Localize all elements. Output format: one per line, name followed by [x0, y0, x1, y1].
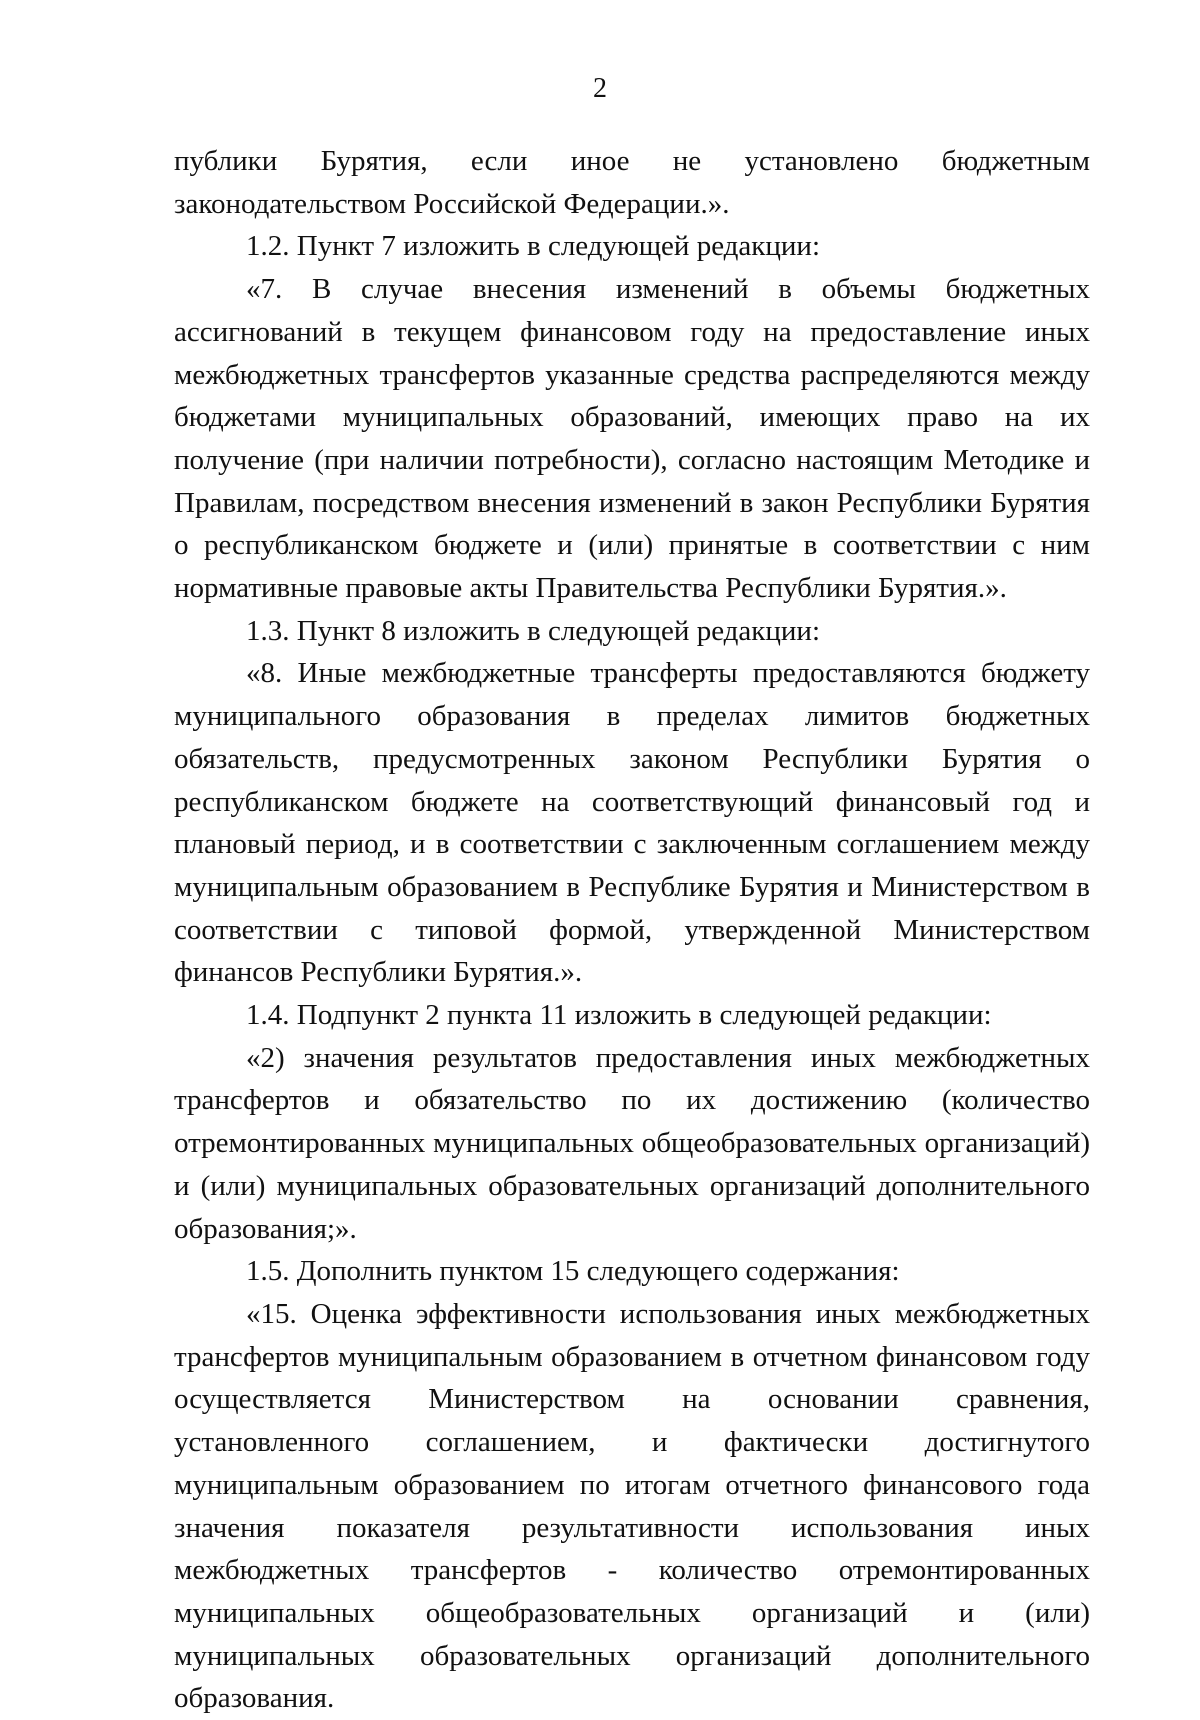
paragraph: 1.2. Пункт 7 изложить в следующей редакции: [246, 230, 821, 263]
paragraph: «2) значения результатов предоставления иных межбюджетных трансфертов и обязательство по их достижению (количество отремонтированных муниципальных общеобразовательных организаций) и (или) муниципальных образовательных организаций дополнительного образования;». [174, 1041, 1090, 1245]
document-body [174, 140, 1090, 1720]
paragraph: публики Бурятия, если иное не установлено бюджетным законодательством Российской Федерации.». [174, 145, 1090, 220]
paragraph: «7. В случае внесения изменений в объемы бюджетных ассигнований в текущем финансовом году на предоставление иных межбюджетных трансфертов указанные средства распределяются между бюджетами муниципальных образований, имеющих право на их получение (при наличии потребности), согласно настоящим Методике и Правилам, посредством внесения изменений в закон Республики Бурятия о республиканском бюджете и (или) принятые в соответствии с ним нормативные правовые акты Правительства Республики Бурятия.». [174, 273, 1090, 605]
paragraph: 1.4. Подпункт 2 пункта 11 изложить в следующей редакции: [246, 999, 992, 1032]
paragraph: «15. Оценка эффективности использования иных межбюджетных трансфертов муниципальным образованием в отчетном финансовом году осуществляется Министерством на основании сравнения, установленного соглашением, и фактически достигнутого муниципальным образованием по итогам отчетного финансового года значения показателя результативности использования иных межбюджетных трансфертов - количество отремонтированных муниципальных общеобразовательных организаций и (или) муниципальных образовательных организаций дополнительного образования. [174, 1297, 1090, 1715]
page-number: 2 [593, 73, 607, 104]
paragraph: 1.5. Дополнить пунктом 15 следующего содержания: [246, 1255, 900, 1288]
paragraph: «8. Иные межбюджетные трансферты предоставляются бюджету муниципального образования в пределах лимитов бюджетных обязательств, предусмотренных законом Республики Бурятия о республиканском бюджете на соответствующий финансовый год и плановый период, и в соответствии с заключенным соглашением между муниципальным образованием в Республике Бурятия и Министерством в соответствии с типовой формой, утвержденной Министерством финансов Республики Бурятия.». [174, 657, 1090, 989]
paragraph: 1.3. Пункт 8 изложить в следующей редакции: [246, 614, 821, 647]
